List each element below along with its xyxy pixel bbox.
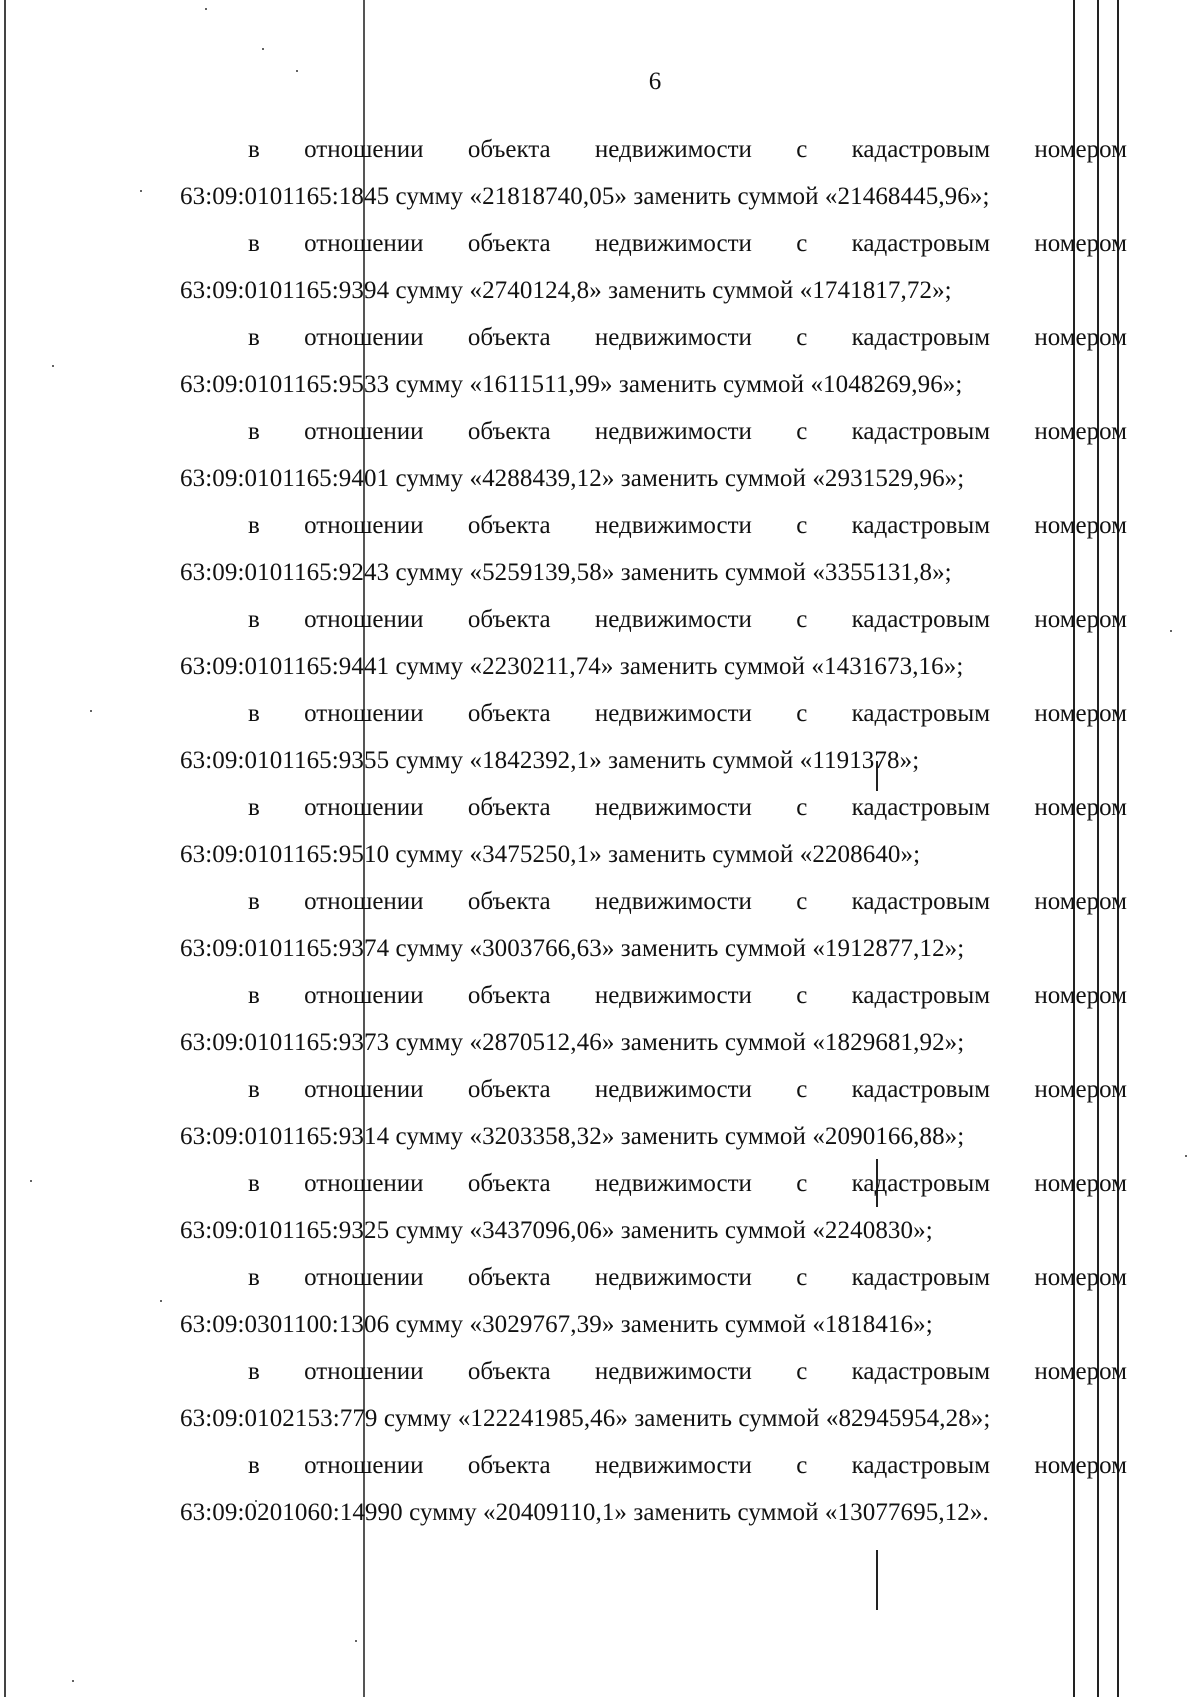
entry-word: отношении (304, 418, 424, 445)
entry-intro-line (180, 126, 1127, 173)
entry-word: номером (1034, 1076, 1127, 1103)
amendment-entry (180, 220, 1127, 314)
entry-detail-line: 63:09:0101165:9401 сумму «4288439,12» заменить суммой «2931529,96»; (180, 465, 965, 492)
amendment-entry (180, 1066, 1127, 1160)
entry-word: с (796, 700, 808, 727)
entry-word: номером (1034, 324, 1127, 351)
amendment-entry (180, 596, 1127, 690)
entry-word: объекта (467, 324, 551, 351)
entry-intro-line (180, 596, 1127, 643)
entry-detail-line: 63:09:0101165:9533 сумму «1611511,99» заменить суммой «1048269,96»; (180, 371, 963, 398)
scan-speck (205, 8, 207, 10)
entry-word: недвижимости (594, 1170, 752, 1197)
entry-word: недвижимости (594, 1358, 752, 1385)
entry-word: номером (1034, 418, 1127, 445)
entry-word: объекта (467, 982, 551, 1009)
entry-word: номером (1034, 1264, 1127, 1291)
entry-word: отношении (304, 136, 424, 163)
scan-speck (90, 710, 92, 712)
entry-word: недвижимости (594, 1264, 752, 1291)
amendment-entry (180, 1254, 1127, 1348)
entry-detail-line: 63:09:0101165:9325 сумму «3437096,06» заменить суммой «2240830»; (180, 1217, 933, 1244)
entry-word: отношении (304, 1076, 424, 1103)
entry-word: недвижимости (594, 324, 752, 351)
entry-word: кадастровым (851, 606, 991, 633)
entry-word: недвижимости (594, 700, 752, 727)
entry-word: в (248, 1452, 260, 1479)
entry-word: отношении (304, 1358, 424, 1385)
amendment-list (180, 126, 1127, 1536)
entry-word: отношении (304, 606, 424, 633)
entry-word: номером (1034, 1452, 1127, 1479)
entry-word: объекта (467, 1358, 551, 1385)
entry-detail-line: 63:09:0102153:779 сумму «122241985,46» заменить суммой «82945954,28»; (180, 1405, 991, 1432)
scan-speck (1185, 1155, 1187, 1157)
amendment-entry (180, 878, 1127, 972)
entry-word: кадастровым (851, 230, 991, 257)
entry-intro-line (180, 220, 1127, 267)
entry-word: номером (1034, 1358, 1127, 1385)
entry-word: в (248, 1264, 260, 1291)
entry-word: кадастровым (851, 1170, 991, 1197)
scan-speck (52, 365, 54, 367)
entry-word: отношении (304, 700, 424, 727)
amendment-entry (180, 690, 1127, 784)
entry-detail-line: 63:09:0101165:9373 сумму «2870512,46» заменить суммой «1829681,92»; (180, 1029, 965, 1056)
entry-word: в (248, 230, 260, 257)
entry-word: в (248, 136, 260, 163)
entry-word: объекта (467, 230, 551, 257)
entry-detail-line: 63:09:0101165:9510 сумму «3475250,1» заменить суммой «2208640»; (180, 841, 921, 868)
entry-word: недвижимости (594, 1452, 752, 1479)
amendment-entry (180, 784, 1127, 878)
entry-intro-line (180, 690, 1127, 737)
entry-word: объекта (467, 606, 551, 633)
amendment-entry (180, 1160, 1127, 1254)
entry-word: кадастровым (851, 512, 991, 539)
entry-word: с (796, 982, 808, 1009)
entry-word: с (796, 1452, 808, 1479)
entry-word: в (248, 1170, 260, 1197)
entry-word: в (248, 700, 260, 727)
entry-word: недвижимости (594, 606, 752, 633)
entry-intro-line (180, 502, 1127, 549)
entry-word: номером (1034, 794, 1127, 821)
entry-word: кадастровым (851, 1452, 991, 1479)
entry-word: с (796, 606, 808, 633)
entry-intro-line (180, 1348, 1127, 1395)
entry-word: в (248, 888, 260, 915)
entry-word: недвижимости (594, 982, 752, 1009)
entry-intro-line (180, 1160, 1127, 1207)
entry-word: номером (1034, 1170, 1127, 1197)
amendment-entry (180, 1348, 1127, 1442)
entry-word: объекта (467, 1170, 551, 1197)
entry-word: кадастровым (851, 1076, 991, 1103)
entry-detail-line: 63:09:0101165:9355 сумму «1842392,1» заменить суммой «1191378»; (180, 747, 920, 774)
amendment-entry (180, 1442, 1127, 1536)
entry-word: отношении (304, 230, 424, 257)
entry-word: объекта (467, 794, 551, 821)
entry-word: с (796, 1076, 808, 1103)
entry-word: номером (1034, 700, 1127, 727)
scan-speck (160, 1300, 162, 1302)
entry-word: отношении (304, 982, 424, 1009)
entry-word: кадастровым (851, 1264, 991, 1291)
scan-edge-line (4, 0, 6, 1697)
entry-detail-line: 63:09:0101165:1845 сумму «21818740,05» заменить суммой «21468445,96»; (180, 183, 990, 210)
entry-word: кадастровым (851, 1358, 991, 1385)
entry-word: объекта (467, 888, 551, 915)
entry-word: отношении (304, 512, 424, 539)
entry-word: кадастровым (851, 982, 991, 1009)
entry-word: отношении (304, 888, 424, 915)
entry-word: в (248, 606, 260, 633)
amendment-entry (180, 972, 1127, 1066)
entry-intro-line (180, 1066, 1127, 1113)
entry-word: номером (1034, 512, 1127, 539)
entry-word: отношении (304, 1452, 424, 1479)
scan-speck (72, 1680, 74, 1682)
entry-word: объекта (467, 512, 551, 539)
amendment-entry (180, 408, 1127, 502)
entry-detail-line: 63:09:0101165:9394 сумму «2740124,8» заменить суммой «1741817,72»; (180, 277, 952, 304)
entry-word: с (796, 230, 808, 257)
entry-word: недвижимости (594, 512, 752, 539)
entry-word: с (796, 888, 808, 915)
entry-intro-line (180, 1442, 1127, 1489)
entry-word: кадастровым (851, 794, 991, 821)
entry-word: в (248, 794, 260, 821)
entry-word: в (248, 982, 260, 1009)
scan-speck (296, 70, 298, 72)
entry-word: в (248, 512, 260, 539)
entry-word: отношении (304, 324, 424, 351)
scan-speck (355, 1640, 357, 1642)
entry-word: номером (1034, 230, 1127, 257)
entry-word: номером (1034, 888, 1127, 915)
entry-intro-line (180, 408, 1127, 455)
entry-word: кадастровым (851, 888, 991, 915)
amendment-entry (180, 314, 1127, 408)
entry-word: в (248, 1358, 260, 1385)
entry-word: объекта (467, 1452, 551, 1479)
entry-word: объекта (467, 418, 551, 445)
entry-intro-line (180, 972, 1127, 1019)
entry-word: отношении (304, 794, 424, 821)
entry-word: недвижимости (594, 136, 752, 163)
scan-speck (140, 190, 142, 192)
entry-word: с (796, 1264, 808, 1291)
entry-word: номером (1034, 136, 1127, 163)
entry-word: кадастровым (851, 324, 991, 351)
entry-intro-line (180, 1254, 1127, 1301)
entry-word: с (796, 1170, 808, 1197)
entry-word: объекта (467, 1264, 551, 1291)
entry-intro-line (180, 314, 1127, 361)
amendment-entry (180, 502, 1127, 596)
entry-word: объекта (467, 700, 551, 727)
entry-word: с (796, 1358, 808, 1385)
entry-word: отношении (304, 1170, 424, 1197)
entry-word: недвижимости (594, 1076, 752, 1103)
entry-word: с (796, 418, 808, 445)
entry-word: кадастровым (851, 418, 991, 445)
entry-detail-line: 63:09:0101165:9374 сумму «3003766,63» заменить суммой «1912877,12»; (180, 935, 965, 962)
entry-word: с (796, 324, 808, 351)
entry-word: с (796, 512, 808, 539)
entry-intro-line (180, 878, 1127, 925)
entry-word: номером (1034, 606, 1127, 633)
entry-word: с (796, 794, 808, 821)
entry-word: объекта (467, 1076, 551, 1103)
entry-detail-line: 63:09:0101165:9441 сумму «2230211,74» заменить суммой «1431673,16»; (180, 653, 964, 680)
amendment-entry (180, 126, 1127, 220)
entry-word: в (248, 324, 260, 351)
entry-word: недвижимости (594, 888, 752, 915)
scan-mark (876, 1550, 878, 1610)
entry-word: объекта (467, 136, 551, 163)
scan-speck (262, 48, 264, 50)
scan-speck (1170, 630, 1172, 632)
entry-word: недвижимости (594, 230, 752, 257)
entry-word: кадастровым (851, 700, 991, 727)
entry-detail-line: 63:09:0201060:14990 сумму «20409110,1» заменить суммой «13077695,12». (180, 1499, 989, 1526)
entry-detail-line: 63:09:0101165:9243 сумму «5259139,58» заменить суммой «3355131,8»; (180, 559, 952, 586)
scan-speck (30, 1180, 32, 1182)
entry-word: недвижимости (594, 418, 752, 445)
entry-detail-line: 63:09:0101165:9314 сумму «3203358,32» заменить суммой «2090166,88»; (180, 1123, 965, 1150)
entry-word: в (248, 418, 260, 445)
entry-detail-line: 63:09:0301100:1306 сумму «3029767,39» заменить суммой «1818416»; (180, 1311, 933, 1338)
entry-word: кадастровым (851, 136, 991, 163)
entry-word: в (248, 1076, 260, 1103)
entry-word: недвижимости (594, 794, 752, 821)
entry-word: с (796, 136, 808, 163)
entry-word: отношении (304, 1264, 424, 1291)
page-number: 6 (648, 68, 662, 95)
entry-intro-line (180, 784, 1127, 831)
entry-word: номером (1034, 982, 1127, 1009)
